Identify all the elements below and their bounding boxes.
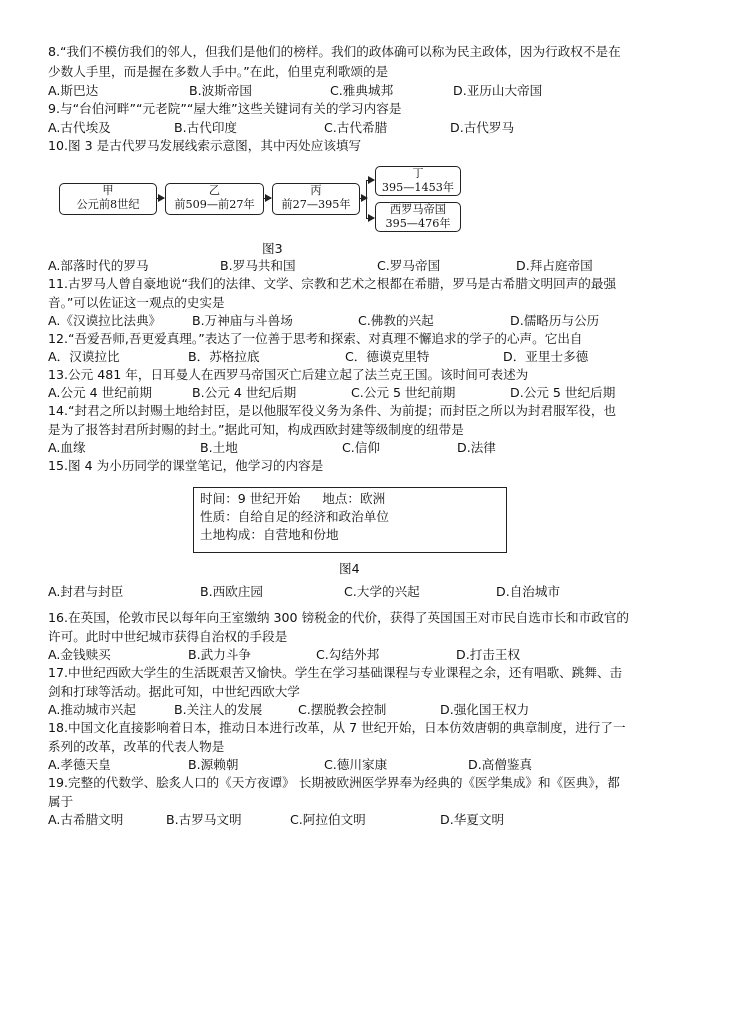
q9-option-c: C.古代希腊 xyxy=(324,120,388,135)
q16-stem-line1: 16.在英国，伦敦市民以每年向王室缴纳 300 镑税金的代价，获得了英国国王对市民自选市长和市政官的 xyxy=(48,610,630,625)
q19-option-b: B.古罗马文明 xyxy=(166,812,242,827)
timeline-box-yi xyxy=(165,183,264,215)
q15-stem-line1: 15.图 4 为小历同学的课堂笔记，他学习的内容是 xyxy=(48,458,324,473)
q14-stem-line1: 14.“封君之所以封赐土地给封臣，是以他服军役义务为条件、为前提；而封臣之所以为封君服军役，也 xyxy=(48,403,617,418)
q10-options xyxy=(48,257,708,275)
q13-stem-line1: 13.公元 481 年，日耳曼人在西罗马帝国灭亡后建立起了法兰克王国。该时间可表述为 xyxy=(48,367,529,382)
timeline-arrow-lower xyxy=(366,218,374,219)
q19-option-c: C.阿拉伯文明 xyxy=(290,812,366,827)
timeline-box-yi-period: 前509—前27年 xyxy=(174,198,255,211)
figure-3-caption: 图3 xyxy=(262,241,283,256)
q19-options xyxy=(48,811,708,829)
q17-options xyxy=(48,701,708,719)
q12-option-a: A．汉谟拉比 xyxy=(48,349,120,364)
q16-option-b: B.武力斗争 xyxy=(188,647,252,662)
q13-option-b: B.公元 4 世纪后期 xyxy=(192,385,297,400)
q9-stem-line1: 9.与“台伯河畔”“元老院”“屋大维”这些关键词有关的学习内容是 xyxy=(48,101,402,116)
timeline-box-ding-period: 395—1453年 xyxy=(381,181,455,194)
timeline-box-ding xyxy=(375,166,461,196)
q10-option-d: D.拜占庭帝国 xyxy=(516,258,593,273)
q8-stem-line2: 少数人手里，而是握在多数人手中。”在此，伯里克利歌颂的是 xyxy=(48,64,389,79)
q16-options xyxy=(48,646,708,664)
notes-time: 时间：9 世纪开始 xyxy=(200,491,301,506)
q17-stem-line1: 17.中世纪西欧大学生的生活既艰苦又愉快。学生在学习基础课程与专业课程之余，还有唱歌、跳舞、击 xyxy=(48,665,623,680)
q15-option-d: D.自治城市 xyxy=(496,584,561,599)
timeline-box-bing-label: 丙 xyxy=(310,184,322,197)
timeline-box-west-rome-period: 395—476年 xyxy=(385,217,451,230)
q9-option-b: B.古代印度 xyxy=(174,120,238,135)
q16-stem-line2: 许可。此时中世纪城市获得自治权的手段是 xyxy=(48,629,288,644)
q15-options xyxy=(48,583,708,601)
figure-4-caption: 图4 xyxy=(339,561,360,576)
q13-options xyxy=(48,384,708,402)
q13-option-a: A.公元 4 世纪前期 xyxy=(48,385,152,400)
q12-option-c: C．德谟克里特 xyxy=(345,349,430,364)
notes-place: 地点：欧洲 xyxy=(322,491,386,506)
q8-option-d: D.亚历山大帝国 xyxy=(453,83,543,98)
q19-option-a: A.古希腊文明 xyxy=(48,812,124,827)
q15-option-b: B.西欧庄园 xyxy=(200,584,264,599)
q17-option-a: A.推动城市兴起 xyxy=(48,702,136,717)
q18-stem-line1: 18.中国文化直接影响着日本，推动日本进行改革，从 7 世纪开始，日本仿效唐朝的典章制度，进行了一 xyxy=(48,720,626,735)
timeline-arrow xyxy=(263,198,271,199)
q10-stem-line1: 10.图 3 是古代罗马发展线索示意图，其中丙处应该填写 xyxy=(48,138,362,153)
q8-stem-line1: 8.“我们不模仿我们的邻人，但我们是他们的榜样。我们的政体确可以称为民主政体，因为行政权不是在 xyxy=(48,44,621,59)
timeline-box-west-rome xyxy=(375,202,461,232)
q8-options xyxy=(48,82,708,100)
q9-options xyxy=(48,119,708,137)
q9-option-d: D.古代罗马 xyxy=(450,120,515,135)
q18-option-c: C.德川家康 xyxy=(324,757,388,772)
q8-option-a: A.斯巴达 xyxy=(48,83,99,98)
q15-option-a: A.封君与封臣 xyxy=(48,584,124,599)
q11-option-c: C.佛教的兴起 xyxy=(358,313,434,328)
q18-option-b: B.源赖朝 xyxy=(188,757,239,772)
q17-option-d: D.强化国王权力 xyxy=(440,702,530,717)
timeline-box-ding-label: 丁 xyxy=(412,167,424,180)
notes-land: 土地构成：自营地和份地 xyxy=(200,527,339,542)
q19-stem-line2: 属于 xyxy=(48,794,74,809)
timeline-box-jia-label: 甲 xyxy=(102,184,114,197)
q18-option-d: D.高僧鉴真 xyxy=(468,757,533,772)
q14-option-d: D.法律 xyxy=(457,440,496,455)
q11-option-b: B.万神庙与斗兽场 xyxy=(192,313,293,328)
q11-option-d: D.儒略历与公历 xyxy=(510,313,600,328)
timeline-branch-line xyxy=(366,180,367,218)
q14-option-c: C.信仰 xyxy=(342,440,380,455)
timeline-box-bing xyxy=(272,183,360,215)
q11-stem-line2: 音。”可以佐证这一观点的史实是 xyxy=(48,295,225,310)
q17-stem-line2: 剑和打球等活动。据此可知，中世纪西欧大学 xyxy=(48,684,300,699)
q12-options xyxy=(48,348,708,366)
q9-option-a: A.古代埃及 xyxy=(48,120,111,135)
q16-option-c: C.勾结外邦 xyxy=(316,647,380,662)
q18-stem-line2: 系列的改革，改革的代表人物是 xyxy=(48,739,225,754)
q15-option-c: C.大学的兴起 xyxy=(344,584,420,599)
timeline-box-west-rome-label: 西罗马帝国 xyxy=(390,203,446,216)
q13-option-c: C.公元 5 世纪前期 xyxy=(351,385,456,400)
notes-row-1 xyxy=(200,490,500,508)
q16-option-d: D.打击王权 xyxy=(456,647,521,662)
q18-options xyxy=(48,756,708,774)
q17-option-c: C.摆脱教会控制 xyxy=(298,702,387,717)
timeline-box-jia xyxy=(59,183,157,215)
q14-options xyxy=(48,439,708,457)
q12-option-b: B．苏格拉底 xyxy=(188,349,260,364)
timeline-box-bing-period: 前27—395年 xyxy=(281,198,351,211)
timeline-arrow-upper xyxy=(366,180,374,181)
q10-option-a: A.部落时代的罗马 xyxy=(48,258,149,273)
timeline-box-yi-label: 乙 xyxy=(208,184,221,197)
q11-options xyxy=(48,312,708,330)
q10-option-c: C.罗马帝国 xyxy=(377,258,441,273)
q11-stem-line1: 11.古罗马人曾自豪地说“我们的法律、文学、宗教和艺术之根都在希腊，罗马是古希腊文明回声的最强 xyxy=(48,276,617,291)
q14-option-a: A.血缘 xyxy=(48,440,86,455)
notes-nature: 性质：自给自足的经济和政治单位 xyxy=(200,509,389,524)
timeline-box-jia-period: 公元前8世纪 xyxy=(76,198,140,211)
q11-option-a: A.《汉谟拉比法典》 xyxy=(48,313,162,328)
q8-option-b: B.波斯帝国 xyxy=(189,83,253,98)
timeline-arrow xyxy=(156,198,164,199)
q12-option-d: D．亚里士多德 xyxy=(503,349,589,364)
q17-option-b: B.关注人的发展 xyxy=(174,702,263,717)
q16-option-a: A.金钱赎买 xyxy=(48,647,111,662)
q18-option-a: A.孝德天皇 xyxy=(48,757,111,772)
q19-option-d: D.华夏文明 xyxy=(440,812,505,827)
q19-stem-line1: 19.完整的代数学、脍炙人口的《天方夜谭》 长期被欧洲医学界奉为经典的《医学集成》和《医典》，都 xyxy=(48,775,620,790)
q14-stem-line2: 是为了报答封君所封赐的封土。”据此可知，构成西欧封建等级制度的纽带是 xyxy=(48,422,464,437)
q12-stem-line1: 12.“吾爱吾师,吾更爱真理。”表达了一位善于思考和探索、对真理不懈追求的学子的心声。它出自 xyxy=(48,331,583,346)
q8-option-c: C.雅典城邦 xyxy=(330,83,394,98)
class-notes-figure xyxy=(193,487,507,553)
q14-option-b: B.土地 xyxy=(200,440,238,455)
q10-option-b: B.罗马共和国 xyxy=(220,258,296,273)
q13-option-d: D.公元 5 世纪后期 xyxy=(510,385,616,400)
